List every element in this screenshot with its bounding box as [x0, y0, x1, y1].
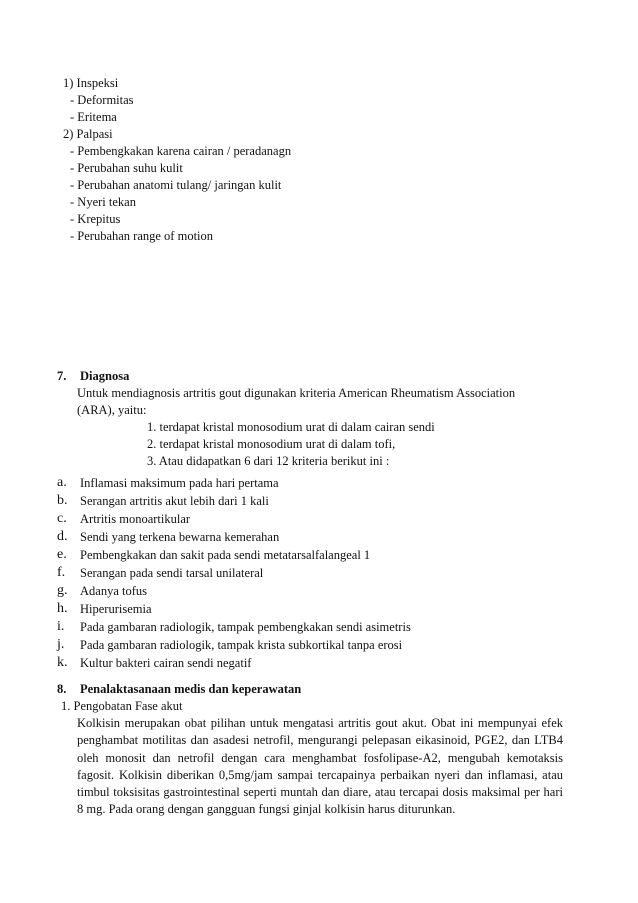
diagnosa-number: 7. [57, 369, 67, 383]
list-marker: h. [57, 601, 68, 616]
inspeksi-heading: 1) Inspeksi [63, 76, 119, 90]
list-item: Serangan pada sendi tarsal unilateral [80, 566, 264, 580]
palpasi-item: - Perubahan suhu kulit [70, 161, 183, 175]
palpasi-item: - Pembengkakan karena cairan / peradanagn [70, 144, 292, 158]
palpasi-item: - Perubahan range of motion [70, 229, 214, 243]
list-item: Pembengkakan dan sakit pada sendi metatarsalfalangeal 1 [80, 548, 371, 562]
list-marker: a. [57, 475, 67, 490]
list-item: Hiperurisemia [80, 602, 152, 616]
inspeksi-item: - Deformitas [70, 93, 134, 107]
ara-criterion: 1. terdapat kristal monosodium urat di dalam cairan sendi [147, 420, 435, 434]
palpasi-heading: 2) Palpasi [63, 127, 113, 141]
palpasi-item: - Krepitus [70, 212, 121, 226]
kolkisin-paragraph: Kolkisin merupakan obat pilihan untuk mengatasi artritis gout akut. Obat ini mempunyai efek penghambat motilitas dan asadesi netrofil, mengurangi pelepasan eikasinoid, PGE2, dan LTB4 oleh monosit dan netrofil dengan cara menghambat fosfolipase-A2, mengubah kemotaksis fagosit. Kolkisin diberikan 0,5mg/jam sampai tercapainya perbaikan nyeri dan inflamasi, atau timbul toksisitas gastrointestinal seperti muntah dan diare, atau tercapai dosis maksimal per hari 8 mg. Pada orang dengan gangguan fungsi ginjal kolkisin harus diturunkan. [77, 716, 563, 817]
list-item: Adanya tofus [80, 584, 147, 598]
fase-akut-heading: 1. Pengobatan Fase akut [61, 699, 183, 713]
list-item: Kultur bakteri cairan sendi negatif [80, 656, 252, 670]
ara-criterion: 2. terdapat kristal monosodium urat di dalam tofi, [147, 437, 396, 451]
list-item: Sendi yang terkena bewarna kemerahan [80, 530, 280, 544]
list-marker: c. [57, 511, 67, 526]
list-item: Pada gambaran radiologik, tampak krista subkortikal tanpa erosi [80, 638, 403, 652]
list-marker: f. [57, 565, 66, 580]
list-item: Pada gambaran radiologik, tampak pembengkakan sendi asimetris [80, 620, 411, 634]
list-marker: b. [57, 493, 68, 508]
list-marker: d. [57, 529, 68, 544]
diagnosa-heading: Diagnosa [80, 369, 130, 383]
penatalaksanaan-heading: Penalaktasanaan medis dan keperawatan [80, 682, 302, 696]
inspeksi-item: - Eritema [70, 110, 117, 124]
list-item: Serangan artritis akut lebih dari 1 kali [80, 494, 269, 508]
palpasi-item: - Nyeri tekan [70, 195, 136, 209]
list-item: Inflamasi maksimum pada hari pertama [80, 476, 279, 490]
list-marker: k. [57, 655, 68, 670]
list-marker: e. [57, 547, 67, 562]
list-marker: j. [57, 637, 65, 652]
diagnosa-intro-cont: (ARA), yaitu: [77, 403, 147, 417]
list-item: Artritis monoartikular [80, 512, 191, 526]
list-marker: i. [57, 619, 65, 634]
palpasi-item: - Perubahan anatomi tulang/ jaringan kulit [70, 178, 282, 192]
ara-criterion: 3. Atau didapatkan 6 dari 12 kriteria berikut ini : [147, 454, 390, 468]
penatalaksanaan-number: 8. [57, 682, 67, 696]
diagnosa-intro: Untuk mendiagnosis artritis gout digunakan kriteria American Rheumatism Association [77, 386, 516, 400]
list-marker: g. [57, 583, 68, 598]
